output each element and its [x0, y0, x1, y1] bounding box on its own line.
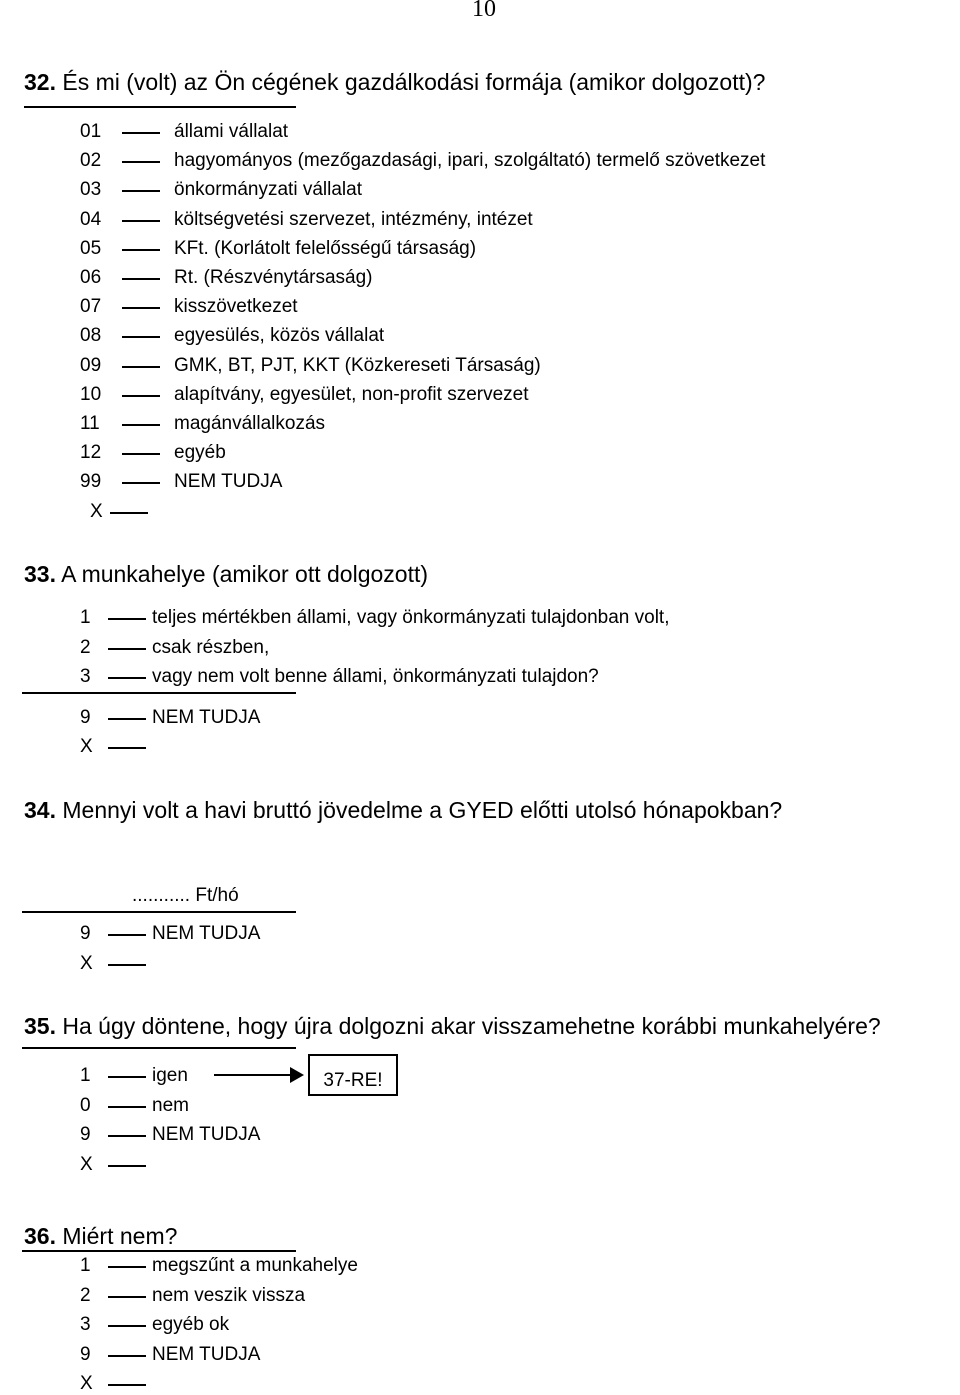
option-code: 11	[80, 413, 100, 434]
option-code: X	[80, 952, 93, 974]
option-code: 05	[80, 237, 102, 259]
option-dash	[108, 1296, 146, 1298]
question-number: 32.	[24, 69, 56, 95]
option-code: X	[90, 500, 103, 522]
option-dash	[108, 618, 146, 620]
option-code: 2	[80, 636, 91, 658]
option-code: 10	[80, 383, 102, 405]
option-code: 9	[80, 1124, 91, 1145]
option-label: egyesülés, közös vállalat	[174, 325, 385, 347]
option-label: NEM TUDJA	[174, 471, 283, 493]
option-code: 3	[80, 666, 91, 687]
option-dash	[108, 1106, 146, 1108]
option-code: X	[80, 1153, 93, 1175]
option-label: igen	[152, 1065, 188, 1086]
option-dash	[122, 161, 160, 163]
option-code: 08	[80, 325, 102, 347]
option-dash	[108, 677, 146, 679]
question-36-title	[24, 1222, 177, 1250]
option-dash	[122, 395, 160, 397]
option-label: egyéb	[174, 442, 226, 464]
option-label: csak részben,	[152, 636, 270, 658]
option-code: 1	[80, 607, 91, 628]
option-code: 9	[80, 1343, 91, 1365]
option-label: alapítvány, egyesület, non-profit szervezet	[174, 383, 529, 405]
option-dash	[110, 512, 148, 514]
question-32-title	[24, 68, 765, 96]
option-label: GMK, BT, PJT, KKT (Közkereseti Társaság)	[174, 354, 541, 376]
option-label: vagy nem volt benne állami, önkormányzati tulajdon?	[152, 666, 599, 687]
question-33-title	[24, 560, 428, 588]
option-label: egyéb ok	[152, 1314, 230, 1335]
question-text: Miért nem?	[55, 1223, 178, 1249]
option-label: nem veszik vissza	[152, 1284, 306, 1306]
option-code: 06	[80, 267, 102, 288]
option-code: 02	[80, 150, 102, 172]
option-label: NEM TUDJA	[152, 1124, 261, 1145]
option-code: 04	[80, 208, 102, 230]
option-code: X	[80, 736, 93, 757]
option-code: 0	[80, 1094, 91, 1116]
option-label: teljes mértékben állami, vagy önkormányzati tulajdonban volt,	[152, 607, 670, 628]
option-code: 12	[80, 442, 102, 464]
question-underline	[22, 911, 296, 913]
option-code: 99	[80, 471, 102, 493]
option-dash	[122, 220, 160, 222]
option-label: költségvetési szervezet, intézmény, intézet	[174, 208, 533, 230]
skip-arrow-line	[214, 1074, 294, 1076]
option-dash	[108, 1325, 146, 1327]
option-code: 09	[80, 354, 102, 376]
option-code: 3	[80, 1314, 91, 1335]
option-dash	[108, 1135, 146, 1137]
option-label: kisszövetkezet	[174, 296, 298, 318]
option-label: KFt. (Korlátolt felelősségű társaság)	[174, 237, 477, 259]
option-dash	[108, 1355, 146, 1357]
option-code: 2	[80, 1284, 91, 1306]
option-dash	[108, 964, 146, 966]
option-dash	[108, 747, 146, 749]
question-number: 35.	[24, 1013, 56, 1039]
option-dash	[122, 278, 160, 280]
question-underline	[22, 1047, 296, 1049]
option-dash	[122, 336, 160, 338]
option-dash	[122, 132, 160, 134]
question-34-title	[24, 796, 782, 824]
option-dash	[108, 1165, 146, 1167]
option-dash	[108, 1076, 146, 1078]
option-code: 9	[80, 923, 91, 944]
question-35-title	[24, 1012, 881, 1040]
option-label: hagyományos (mezőgazdasági, ipari, szolgáltató) termelő szövetkezet	[174, 150, 766, 172]
question-text: A munkahelye (amikor ott dolgozott)	[55, 561, 429, 587]
option-dash	[122, 424, 160, 426]
question-text: És mi (volt) az Ön cégének gazdálkodási formája (amikor dolgozott)?	[55, 69, 766, 95]
income-answer-line[interactable]: ........... Ft/hó	[132, 885, 239, 906]
option-label: állami vállalat	[174, 121, 289, 142]
option-code: 9	[80, 706, 91, 728]
option-label: Rt. (Részvénytársaság)	[174, 267, 373, 288]
question-number: 36.	[24, 1223, 56, 1249]
option-dash	[122, 307, 160, 309]
option-code: X	[80, 1373, 93, 1394]
option-label: magánvállalkozás	[174, 413, 326, 434]
option-label: önkormányzati vállalat	[174, 179, 362, 201]
option-label: NEM TUDJA	[152, 923, 261, 944]
option-label: nem	[152, 1094, 189, 1116]
question-text: Mennyi volt a havi bruttó jövedelme a GYED előtti utolsó hónapokban?	[55, 797, 783, 823]
option-label: NEM TUDJA	[152, 706, 261, 728]
option-code: 03	[80, 179, 102, 201]
option-label: megszűnt a munkahelye	[152, 1255, 358, 1276]
option-dash	[122, 366, 160, 368]
skip-instruction-box: 37-RE!	[308, 1054, 398, 1096]
option-dash	[108, 1266, 146, 1268]
option-code: 1	[80, 1065, 91, 1086]
question-text: Ha úgy döntene, hogy újra dolgozni akar visszamehetne korábbi munkahelyére?	[55, 1013, 881, 1039]
option-label: NEM TUDJA	[152, 1343, 261, 1365]
option-dash	[108, 934, 146, 936]
question-underline	[24, 106, 296, 108]
option-dash	[108, 718, 146, 720]
option-code: 01	[80, 121, 102, 142]
page-number: 10	[472, 0, 496, 22]
option-dash	[108, 648, 146, 650]
question-underline	[22, 692, 296, 694]
question-underline	[22, 1250, 296, 1252]
option-dash	[122, 482, 160, 484]
option-dash	[122, 190, 160, 192]
option-code: 07	[80, 296, 102, 318]
question-number: 34.	[24, 797, 56, 823]
option-dash	[122, 453, 160, 455]
question-number: 33.	[24, 561, 56, 587]
arrow-right-icon	[290, 1067, 304, 1083]
option-code: 1	[80, 1255, 91, 1276]
option-dash	[108, 1384, 146, 1386]
option-dash	[122, 249, 160, 251]
